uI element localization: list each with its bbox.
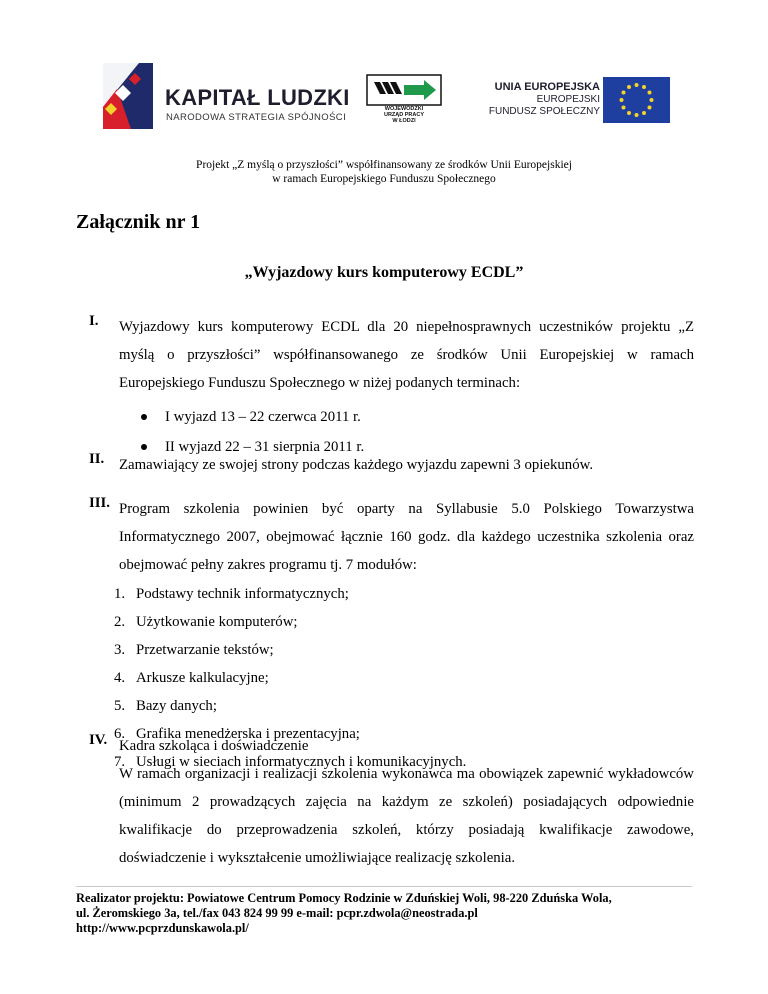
list-item: 2. Użytkowanie komputerów;: [114, 614, 298, 630]
list-item: 7. Usługi w sieciach informatycznych i komunikacyjnych.: [114, 754, 467, 770]
list-item: 1. Podstawy technik informatycznych;: [114, 586, 349, 602]
section-3-numeral: III.: [89, 495, 110, 511]
eu-flag-icon: [603, 77, 670, 123]
eu-subtitle-1: EUROPEJSKI: [536, 94, 600, 105]
kapital-ludzki-emblem-icon: [97, 59, 157, 131]
section-1-text: Wyjazdowy kurs komputerowy ECDL dla 20 niepełnosprawnych uczestników projektu „Z myślą o przyszłości” współfinansowanego ze środków Unii Europejskiej w ramach Europejskiego Funduszu Społecznego w niżej podanych terminach:: [119, 319, 694, 391]
eu-title: UNIA EUROPEJSKA: [494, 81, 600, 93]
footer: [76, 891, 692, 936]
eu-subtitle-2: FUNDUSZ SPOŁECZNY: [488, 106, 600, 117]
list-item: 5. Bazy danych;: [114, 698, 217, 714]
project-line-2: w ramach Europejskiego Funduszu Społecznego: [272, 173, 496, 185]
attachment-title: Załącznik nr 1: [76, 211, 201, 233]
course-title: „Wyjazdowy kurs komputerowy ECDL”: [244, 264, 524, 281]
list-item: 6. Grafika menedżerska i prezentacyjna;: [114, 726, 360, 742]
kapital-ludzki-title: KAPITAŁ LUDZKI: [165, 85, 350, 110]
section-1-numeral: I.: [89, 313, 99, 329]
list-item: II wyjazd 22 – 31 sierpnia 2011 r.: [119, 433, 694, 461]
wup-lodz-logo: [366, 74, 442, 130]
section-4-numeral: IV.: [89, 732, 108, 748]
section-2-text: Zamawiający ze swojej strony podczas każdego wyjazdu zapewni 3 opiekunów.: [119, 457, 594, 473]
footer-website: http://www.pcprzdunskawola.pl/: [76, 921, 249, 935]
wup-line-3: W ŁODZI: [392, 118, 416, 124]
list-item: I wyjazd 13 – 22 czerwca 2011 r.: [119, 403, 694, 431]
wup-line-1: WOJEWÓDZKI: [384, 106, 424, 112]
bullet-icon: [141, 414, 147, 420]
project-cofinancing-note: [0, 158, 768, 186]
bullet-icon: [141, 444, 147, 450]
wup-lodz-text: [366, 106, 442, 124]
footer-line-1: Realizator projektu: Powiatowe Centrum Pomocy Rodzinie w Zduńskiej Woli, 98-220 Zduńska Wola,: [76, 891, 612, 905]
section-3-text: Program szkolenia powinien być oparty na Syllabusie 5.0 Polskiego Towarzystwa Informatycznego 2007, obejmować łącznie 160 godz. dla każdego uczestnika szkolenia oraz obejmować pełny zakres programu tj. 7 modułów:: [119, 501, 694, 573]
kapital-ludzki-subtitle: NARODOWA STRATEGIA SPÓJNOŚCI: [166, 112, 347, 123]
section-2-numeral: II.: [89, 451, 105, 467]
wup-line-2: URZĄD PRACY: [383, 112, 425, 118]
footer-divider: [76, 886, 692, 887]
section-1: [89, 313, 694, 453]
list-item: 4. Arkusze kalkulacyjne;: [114, 670, 269, 686]
footer-line-2: ul. Żeromskiego 3a, tel./fax 043 824 99 99 e-mail: pcpr.zdwola@neostrada.pl: [76, 906, 478, 920]
section-4-text: W ramach organizacji i realizacji szkolenia wykonawca ma obowiązek zapewnić wykładowców (minimum 2 prowadzących zajęcia na każdym ze szkoleń) posiadających odpowiednie kwalifikacje do przeprowadzenia szkoleń, którzy posiadają kwalifikacje zawodowe, doświadczenie i wykształcenie umożliwiające realizację szkolenia.: [119, 766, 694, 866]
project-line-1: Projekt „Z myślą o przyszłości” współfinansowany ze środków Unii Europejskiej: [196, 159, 572, 171]
list-item: 3. Przetwarzanie tekstów;: [114, 642, 274, 658]
kapital-ludzki-logo: [97, 57, 357, 137]
wup-arrow-icon: [366, 74, 442, 106]
section-4-heading: Kadra szkoląca i doświadczenie: [119, 738, 309, 754]
eu-efs-text: [470, 80, 600, 118]
